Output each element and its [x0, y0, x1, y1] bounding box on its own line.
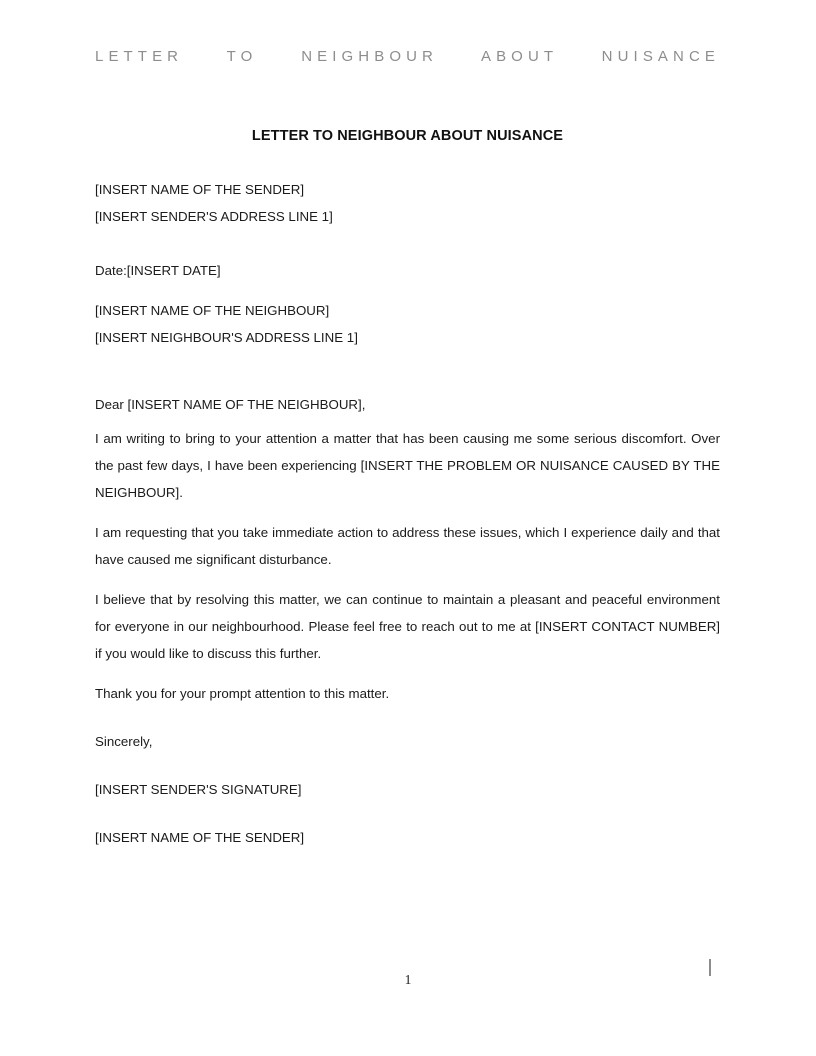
running-header: LETTER TO NEIGHBOUR ABOUT NUISANCE: [95, 48, 720, 65]
document-title: LETTER TO NEIGHBOUR ABOUT NUISANCE: [251, 128, 564, 144]
sender-address-line: [INSERT SENDER'S ADDRESS LINE 1]: [95, 209, 333, 224]
spacer: [95, 755, 720, 776]
letter-body: [95, 176, 720, 851]
spacer: [95, 351, 720, 378]
recipient-address-line: [INSERT NEIGHBOUR'S ADDRESS LINE 1]: [95, 330, 358, 345]
salutation: Dear [INSERT NAME OF THE NEIGHBOUR],: [95, 397, 366, 412]
body-paragraph-1: I am writing to bring to your attention a matter that has been causing me some serious discomfort. Over the past few days, I have been experiencing [INSERT THE PROBLEM OR NUISANCE CAUSED BY THE NEIGHBOUR].: [95, 431, 720, 500]
spacer: [95, 803, 720, 824]
signature-placeholder: [INSERT SENDER'S SIGNATURE]: [95, 782, 302, 797]
spacer: [95, 230, 720, 257]
date-line: Date:[INSERT DATE]: [95, 263, 221, 278]
body-paragraph-2: I am requesting that you take immediate action to address these issues, which I experience daily and that have caused me significant disturbance.: [95, 525, 720, 567]
spacer: [95, 418, 720, 425]
spacer: [95, 284, 720, 297]
spacer: [95, 707, 720, 728]
sender-name-closing: [INSERT NAME OF THE SENDER]: [95, 830, 305, 845]
recipient-name-line: [INSERT NAME OF THE NEIGHBOUR]: [95, 303, 330, 318]
page-number: 1: [404, 972, 412, 987]
footer-rule-mark: [709, 959, 711, 976]
closing-line: Sincerely,: [95, 734, 153, 749]
spacer: [95, 667, 720, 680]
sender-name-line: [INSERT NAME OF THE SENDER]: [95, 182, 305, 197]
body-paragraph-4: Thank you for your prompt attention to this matter.: [95, 686, 390, 701]
spacer: [95, 378, 720, 391]
spacer: [95, 506, 720, 519]
spacer: [95, 573, 720, 586]
body-paragraph-3: I believe that by resolving this matter, we can continue to maintain a pleasant and peaceful environment for everyone in our neighbourhood. Please feel free to reach out to me at [INSERT CONTACT NUMBER] if you would like to discuss this further.: [95, 592, 720, 661]
